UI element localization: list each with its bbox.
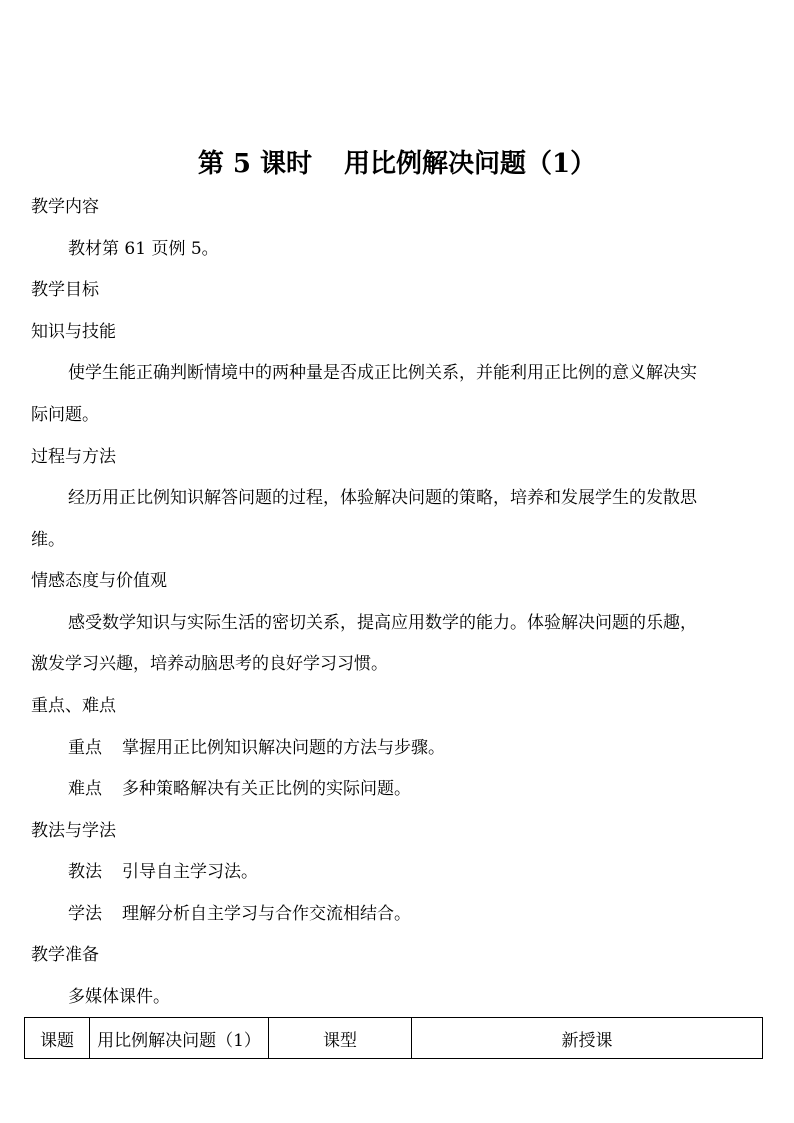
difficult-label: 难点 (68, 779, 102, 799)
topic-label-cell: 课题 (25, 1018, 90, 1059)
learning-method-line (68, 902, 411, 926)
lesson-info-table (24, 1017, 763, 1059)
knowledge-heading: 知识与技能 (31, 322, 116, 342)
lesson-topic: 用比例解决问题（1） (344, 149, 597, 179)
content-text: 教材第 61 页例 5。 (68, 239, 219, 259)
method-heading: 教法与学法 (31, 821, 116, 841)
lesson-number: 第 5 课时 (197, 149, 313, 179)
difficult-text: 多种策略解决有关正比例的实际问题。 (122, 779, 411, 799)
table-row (25, 1018, 763, 1059)
knowledge-text-line2: 际问题。 (31, 405, 99, 425)
lesson-title (0, 146, 794, 182)
learning-method-label: 学法 (68, 904, 102, 924)
teaching-method-text: 引导自主学习法。 (122, 862, 258, 882)
process-heading: 过程与方法 (31, 447, 116, 467)
content-heading: 教学内容 (31, 197, 99, 217)
type-value-cell: 新授课 (412, 1018, 763, 1059)
key-point-line (68, 736, 445, 760)
process-text-line1: 经历用正比例知识解答问题的过程，体验解决问题的策略，培养和发展学生的发散思 (68, 488, 697, 508)
type-label-cell: 课型 (269, 1018, 412, 1059)
process-text-line2: 维。 (31, 530, 65, 550)
attitude-text-line2: 激发学习兴趣，培养动脑思考的良好学习习惯。 (31, 654, 388, 674)
difficult-point-line (68, 777, 411, 801)
attitude-heading: 情感态度与价值观 (31, 571, 167, 591)
key-heading: 重点、难点 (31, 696, 116, 716)
key-point-text: 掌握用正比例知识解决问题的方法与步骤。 (122, 738, 445, 758)
learning-method-text: 理解分析自主学习与合作交流相结合。 (122, 904, 411, 924)
key-point-label: 重点 (68, 738, 102, 758)
goals-heading: 教学目标 (31, 280, 99, 300)
knowledge-text-line1: 使学生能正确判断情境中的两种量是否成正比例关系，并能利用正比例的意义解决实 (68, 363, 697, 383)
prep-text: 多媒体课件。 (68, 987, 170, 1007)
attitude-text-line1: 感受数学知识与实际生活的密切关系，提高应用数学的能力。体验解决问题的乐趣， (68, 613, 697, 633)
prep-heading: 教学准备 (31, 945, 99, 965)
teaching-method-line (68, 860, 258, 884)
teaching-method-label: 教法 (68, 862, 102, 882)
topic-value-cell: 用比例解决问题（1） (90, 1018, 269, 1059)
